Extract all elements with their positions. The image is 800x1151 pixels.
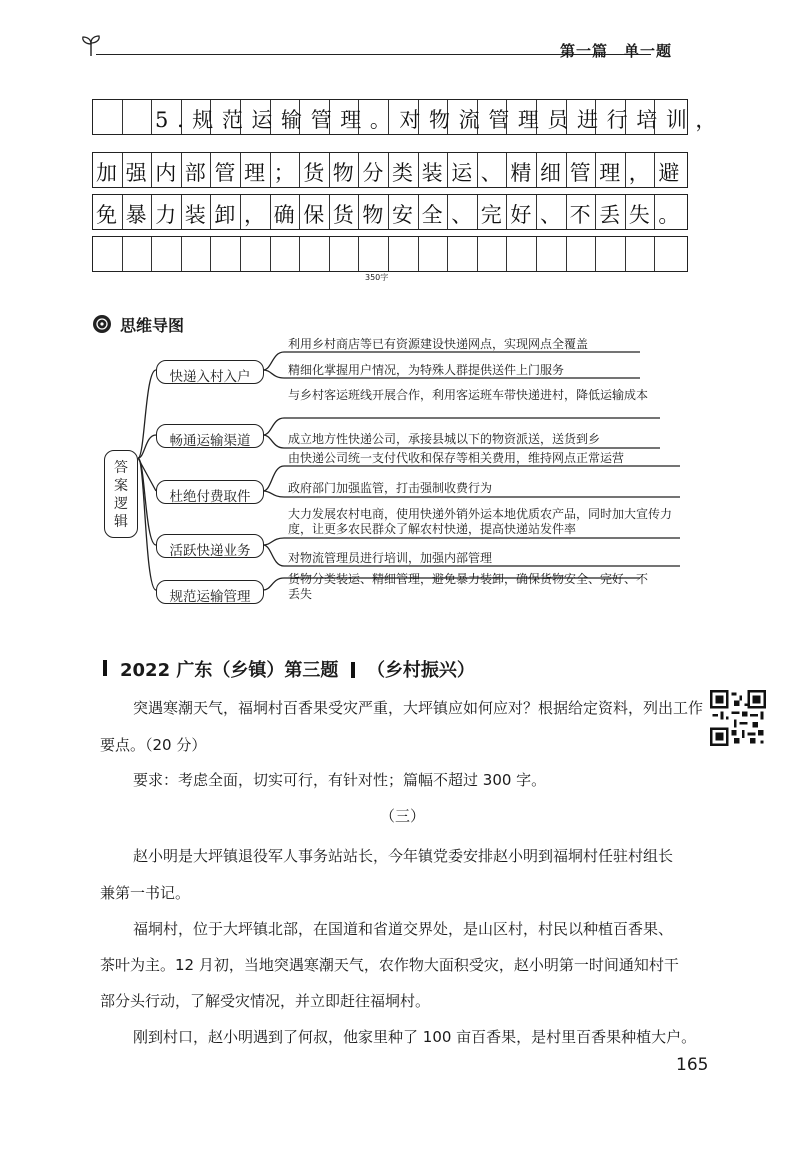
chapter-label: 第一篇 单一题: [560, 42, 673, 60]
para2-line-1: 福垌村，位于大坪镇北部，在国道和省道交界处，是山区村，村民以种植百香果、: [133, 920, 674, 938]
handwriting-line-3: 免暴力装卸，确保货物安全、完好、不丢失。: [96, 203, 688, 227]
para1-line-2: 兼第一书记。: [100, 884, 191, 902]
para1-line-1: 赵小明是大坪镇退役军人事务站站长，今年镇党委安排赵小明到福垌村任驻村组长: [133, 847, 674, 865]
part-label: （三）: [380, 807, 426, 825]
page-number: 165: [676, 1055, 709, 1075]
char-count-label: 350字: [365, 273, 389, 282]
title-bar-left: [103, 660, 107, 676]
question-line-2: 要点。（20 分）: [100, 736, 207, 754]
handwriting-line-1: 5.规范运输管理。对物流管理员进行培训，: [155, 108, 726, 132]
mindmap-root: 答案逻辑: [104, 450, 138, 538]
leaf-1-1: 利用乡村商店等已有资源建设快递网点，实现网点全覆盖: [288, 337, 589, 351]
qr-code[interactable]: [710, 690, 766, 746]
leaf-2-1: 与乡村客运班线开展合作，利用客运班车带快递进村，降低运输成本: [288, 388, 649, 402]
leaf-4-2: 对物流管理员进行培训，加强内部管理: [288, 551, 493, 565]
branch-2: 畅通运输渠道: [156, 424, 264, 448]
question-line-1: 突遇寒潮天气，福垌村百香果受灾严重，大坪镇应如何应对？根据给定资料，列出工作: [133, 699, 704, 717]
branch-5: 规范运输管理: [156, 580, 264, 604]
mindmap-title: 思维导图: [120, 316, 185, 335]
leaf-5-1: 货物分类装运、精细管理，避免暴力装卸，确保货物安全、完好、不丢失: [288, 572, 649, 601]
requirement: 要求：考虑全面，切实可行，有针对性；篇幅不超过 300 字。: [133, 771, 547, 789]
para2-line-3: 部分头行动，了解受灾情况，并立即赶往福垌村。: [100, 992, 431, 1010]
leaf-1-2: 精细化掌握用户情况，为特殊人群提供送件上门服务: [288, 363, 565, 377]
para3-line-1: 刚到村口，赵小明遇到了何叔，他家里种了 100 亩百香果，是村里百香果种植大户。: [133, 1028, 697, 1046]
handwriting-line-2: 加强内部管理；货物分类装运、精细管理，避: [96, 161, 688, 185]
section-title: 2022 广东（乡镇）第三题 （乡村振兴）: [120, 660, 475, 681]
branch-1: 快递入村入户: [156, 360, 264, 384]
leaf-4-1: 大力发展农村电商，使用快递外销外运本地优质农产品，同时加大宣传力度，让更多农民群众了解农村快递，提高快递站发件率: [288, 507, 673, 536]
leaf-3-2: 政府部门加强监管，打击强制收费行为: [288, 481, 493, 495]
leaf-3-1: 由快递公司统一支付代收和保存等相关费用，维持网点正常运营: [288, 451, 625, 465]
branch-3: 杜绝付费取件: [156, 480, 264, 504]
para2-line-2: 茶叶为主。12 月初，当地突遇寒潮天气，农作物大面积受灾，赵小明第一时间通知村干: [100, 956, 679, 974]
branch-4: 活跃快递业务: [156, 534, 264, 558]
leaf-2-2: 成立地方性快递公司，承接县城以下的物资派送，送货到乡: [288, 432, 601, 446]
section-tag: （乡村振兴）: [366, 660, 475, 681]
